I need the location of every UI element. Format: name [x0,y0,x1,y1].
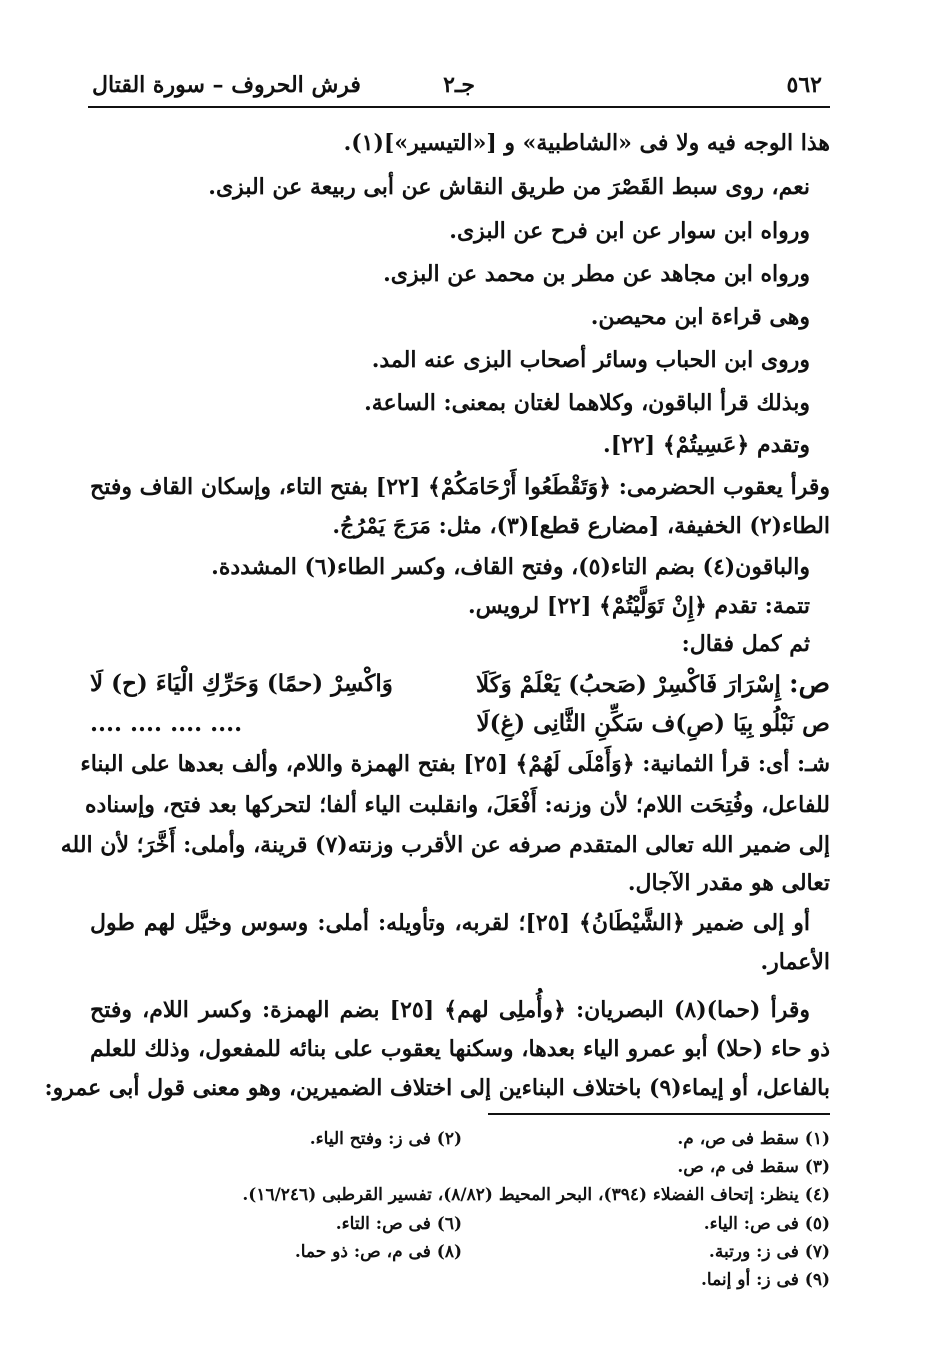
footnote: (٦) فى ص: التاء. [335,1214,462,1234]
text-line: وقرأ يعقوب الحضرمى: ﴿وَتَقْطَعُوا أَرْحَامَكُمْ﴾ [٢٢] بفتح التاء، وإسكان القاف وفتح [90,474,830,500]
commentary-line: بالفاعل، أو إيماء(٩) باختلاف البناءين إلى اختلاف الضميرين، وهو معنى قول أبى عمرو: [44,1075,830,1101]
footnote: (٢) فى ز: وفتح الياء. [309,1129,462,1149]
text-line: الطاء(٢) الخفيفة، [مضارع قطع](٣)، مثل: مَرَجَ يَمْرُجُ. [332,513,830,539]
commentary-line: للفاعل، وفُتِحَت اللام؛ لأن وزنه: أَفْعَلَ، وانقلبت الياء ألفا؛ لتحركها بعد فتح، وإسناده [85,792,830,818]
running-title: فرش الحروف – سورة القتال [92,72,361,98]
footnote: (٨) فى م، ص: ذو حما. [294,1242,462,1262]
commentary-line: شـ: أى: قرأ الثمانية: ﴿وَأَمْلَى لَهُمْ﴾ [٢٥] بفتح الهمزة واللام، وألف بعدها على البناء [80,751,830,777]
page-number: ٥٦٢ [786,72,822,98]
commentary-line: ذو حاء (حلا) أبو عمرو الياء بعدها، وسكنها يعقوب على بنائه للمفعول، وذلك للعلم [90,1036,830,1062]
page-header [88,60,830,108]
text-line: هذا الوجه فيه ولا فى «الشاطبية» و [«التيسير»](١). [343,130,830,156]
text-line: والباقون(٤) بضم التاء(٥)، وفتح القاف، وكسر الطاء(٦) المشددة. [211,554,810,580]
volume-label: جـ٢ [443,72,475,98]
commentary-line: أو إلى ضمير ﴿الشَّيْطَانُ﴾ [٢٥]؛ لقربه، وتأويله: أملى: وسوس وخيَّل لهم طول [90,910,810,936]
poem-hemistich: وَاكْسِرْ (حمًا) وَحَرِّكِ الْيَاءَ (ح) لَا [90,670,393,697]
commentary-line: تعالى هو مقدر الآجال. [627,870,830,896]
text-line: ورواه ابن سوار عن ابن فرح عن البزى. [449,218,810,244]
footnote: (٤) ينظر: إتحاف الفضلاء (٣٩٤)، البحر المحيط (٨/٨٢)، تفسير القرطبى (١٦/٢٤٦). [242,1185,830,1205]
text-line: وهى قراءة ابن محيصن. [590,304,810,330]
text-line: تتمة: تقدم ﴿إِنْ تَوَلَّيْتُمْ﴾ [٢٢] لرويس. [467,593,810,619]
text-line: وبذلك قرأ الباقون، وكلاهما لغتان بمعنى: الساعة. [364,390,810,416]
poem-hemistich: .... .... .... .... [90,710,243,737]
footnote: (٥) فى ص: الياء. [703,1214,830,1234]
footnote: (٣) سقط فى م، ص. [677,1157,830,1177]
text-line: ثم كمل فقال: [681,631,810,657]
commentary-line: إلى ضمير الله تعالى المتقدم صرفه عن الأقرب وزنته(٧) قرينة، وأملى: أَخَّرَ؛ لأن الله [60,832,830,858]
verse-marker: ص: [788,669,830,699]
footnote: (٩) فى ز: أو إنما. [701,1270,830,1290]
text-line: نعم، روى سبط القَصْرَ من طريق النقاش عن أبى ربيعة عن البزى. [208,174,810,200]
commentary-line: الأعمار. [760,949,830,975]
footnote-divider [488,1113,830,1115]
text-line: ورواه ابن مجاهد عن مطر بن محمد عن البزى. [383,261,810,287]
text-line: وروى ابن الحباب وسائر أصحاب البزى عنه المد. [371,347,810,373]
poem-hemistich: ص نَبْلُو بِيَا (صِ)ف سَكِّنِ الثَّانِى (غِ)لَا [476,710,830,737]
footnote: (١) سقط فى ص، م. [677,1129,830,1149]
text-line: وتقدم ﴿عَسِيتُمْ﴾ [٢٢]. [603,432,810,458]
poem-hemistich: ص: إِسْرَارَ فَاكْسِرْ (صَحبُ) يَعْلَمْ وَكَلَا [475,669,830,699]
footnote: (٧) فى ز: ورتبة. [708,1242,830,1262]
commentary-line: وقرأ (حما)(٨) البصريان: ﴿وأُملِى لهم﴾ [٢٥] بضم الهمزة: وكسر اللام، وفتح [90,997,811,1023]
